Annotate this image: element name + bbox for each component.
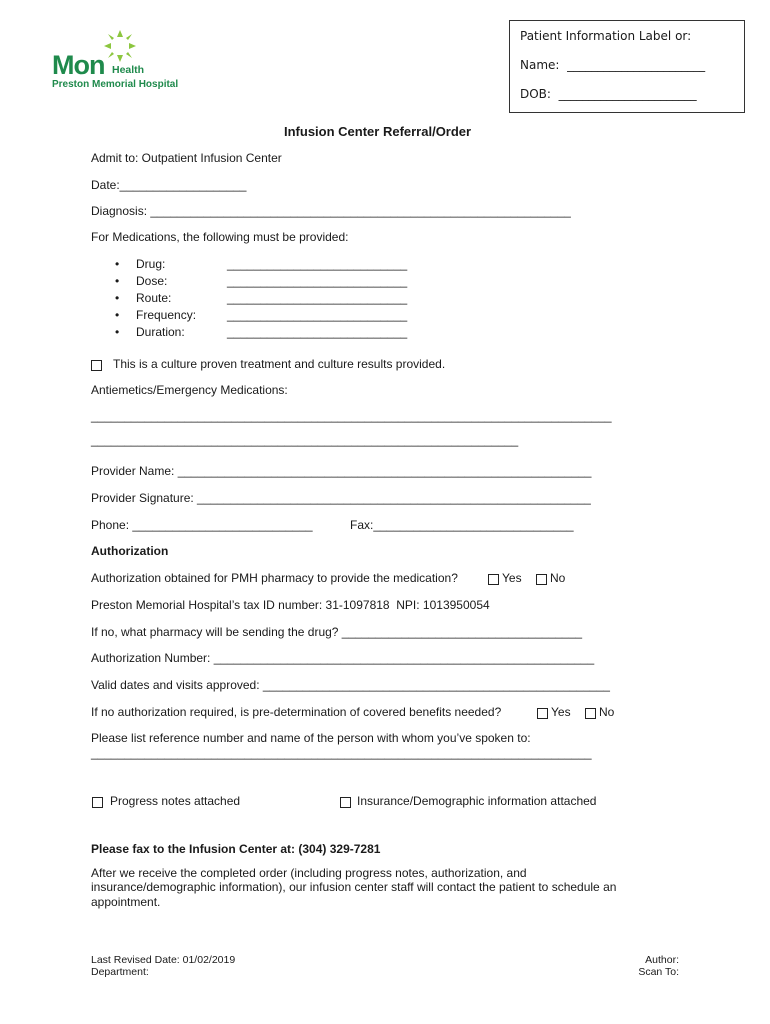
insurance-info-checkbox[interactable] (340, 797, 351, 808)
med-duration-label: Duration: (136, 325, 185, 339)
footer-department: Department: (91, 966, 149, 978)
bullet: • (115, 274, 120, 288)
bullet: • (115, 325, 120, 339)
logo-sub: Health (112, 64, 145, 76)
footer-revised-date: Last Revised Date: 01/02/2019 (91, 954, 236, 966)
antiemetics-line-2[interactable]: ________________________________________________________________ (91, 433, 519, 447)
admit-to: Admit to: Outpatient Infusion Center (91, 151, 282, 165)
predetermination-yes-checkbox[interactable] (537, 708, 548, 719)
mon-health-logo (50, 28, 190, 94)
patient-label-box (509, 20, 745, 113)
predetermination-question: If no authorization required, is pre-determination of covered benefits needed? (91, 705, 502, 719)
fax-instruction: Please fax to the Infusion Center at: (304) 329-7281 (91, 842, 381, 856)
which-pharmacy-field[interactable]: If no, what pharmacy will be sending the drug? ____________________________________ (91, 625, 583, 639)
after-text-line-2: insurance/demographic information), our infusion center staff will contact the patient to schedule an (91, 880, 617, 894)
reference-question: Please list reference number and name of the person with whom you’ve spoken to: (91, 731, 531, 745)
patient-dob-field[interactable]: DOB: _______________________ (520, 87, 697, 101)
medications-intro: For Medications, the following must be provided: (91, 230, 349, 244)
med-route-label: Route: (136, 291, 172, 305)
med-duration-field[interactable]: ___________________________ (227, 325, 408, 339)
progress-notes-checkbox[interactable] (92, 797, 103, 808)
med-dose-field[interactable]: ___________________________ (227, 274, 408, 288)
page-title: Infusion Center Referral/Order (284, 124, 472, 139)
predetermination-yes-label: Yes (551, 705, 571, 719)
phone-field[interactable]: Phone: ___________________________ (91, 518, 313, 532)
date-field[interactable]: Date:___________________ (91, 178, 247, 192)
after-text-line-1: After we receive the completed order (including progress notes, authorization, and (91, 866, 527, 880)
auth-no-checkbox[interactable] (536, 574, 547, 585)
provider-name-field[interactable]: Provider Name: ______________________________________________________________ (91, 464, 592, 478)
auth-yes-checkbox[interactable] (488, 574, 499, 585)
bullet: • (115, 308, 120, 322)
bullet: • (115, 257, 120, 271)
auth-no-label: No (550, 571, 566, 585)
patient-name-field[interactable]: Name: _______________________ (520, 58, 706, 72)
med-frequency-label: Frequency: (136, 308, 197, 322)
logo-star-icon (102, 28, 138, 64)
authorization-heading: Authorization (91, 544, 169, 558)
med-drug-label: Drug: (136, 257, 166, 271)
med-route-field[interactable]: ___________________________ (227, 291, 408, 305)
progress-notes-label: Progress notes attached (110, 794, 241, 808)
med-drug-field[interactable]: ___________________________ (227, 257, 408, 271)
predetermination-no-label: No (599, 705, 615, 719)
med-dose-label: Dose: (136, 274, 168, 288)
reference-field[interactable]: ___________________________________________________________________________ (91, 746, 592, 760)
antiemetics-line-1[interactable]: ______________________________________________________________________________ (91, 409, 612, 423)
insurance-info-label: Insurance/Demographic information attached (357, 794, 597, 808)
bullet: • (115, 291, 120, 305)
provider-signature-field[interactable]: Provider Signature: ___________________________________________________________ (91, 491, 591, 505)
after-text-line-3: appointment. (91, 895, 161, 909)
auth-yes-label: Yes (502, 571, 522, 585)
culture-check-label: This is a culture proven treatment and culture results provided. (113, 357, 446, 371)
predetermination-no-checkbox[interactable] (585, 708, 596, 719)
logo-hospital-name: Preston Memorial Hospital (52, 79, 179, 90)
culture-checkbox[interactable] (91, 360, 102, 371)
footer-author: Author: (645, 954, 679, 966)
antiemetics-label: Antiemetics/Emergency Medications: (91, 383, 288, 397)
auth-number-field[interactable]: Authorization Number: _________________________________________________________ (91, 651, 595, 665)
tax-id-text: Preston Memorial Hospital’s tax ID number: 31-1097818 NPI: 1013950054 (91, 598, 490, 612)
footer-scan-to: Scan To: (638, 966, 679, 978)
valid-dates-field[interactable]: Valid dates and visits approved: ____________________________________________________ (91, 678, 610, 692)
auth-obtained-question: Authorization obtained for PMH pharmacy to provide the medication? (91, 571, 458, 585)
med-frequency-field[interactable]: ___________________________ (227, 308, 408, 322)
logo-brand: Mon (52, 50, 105, 80)
diagnosis-field[interactable]: Diagnosis: _______________________________________________________________ (91, 204, 571, 218)
fax-field[interactable]: Fax:______________________________ (350, 518, 574, 532)
patient-label-heading: Patient Information Label or: (520, 29, 692, 43)
